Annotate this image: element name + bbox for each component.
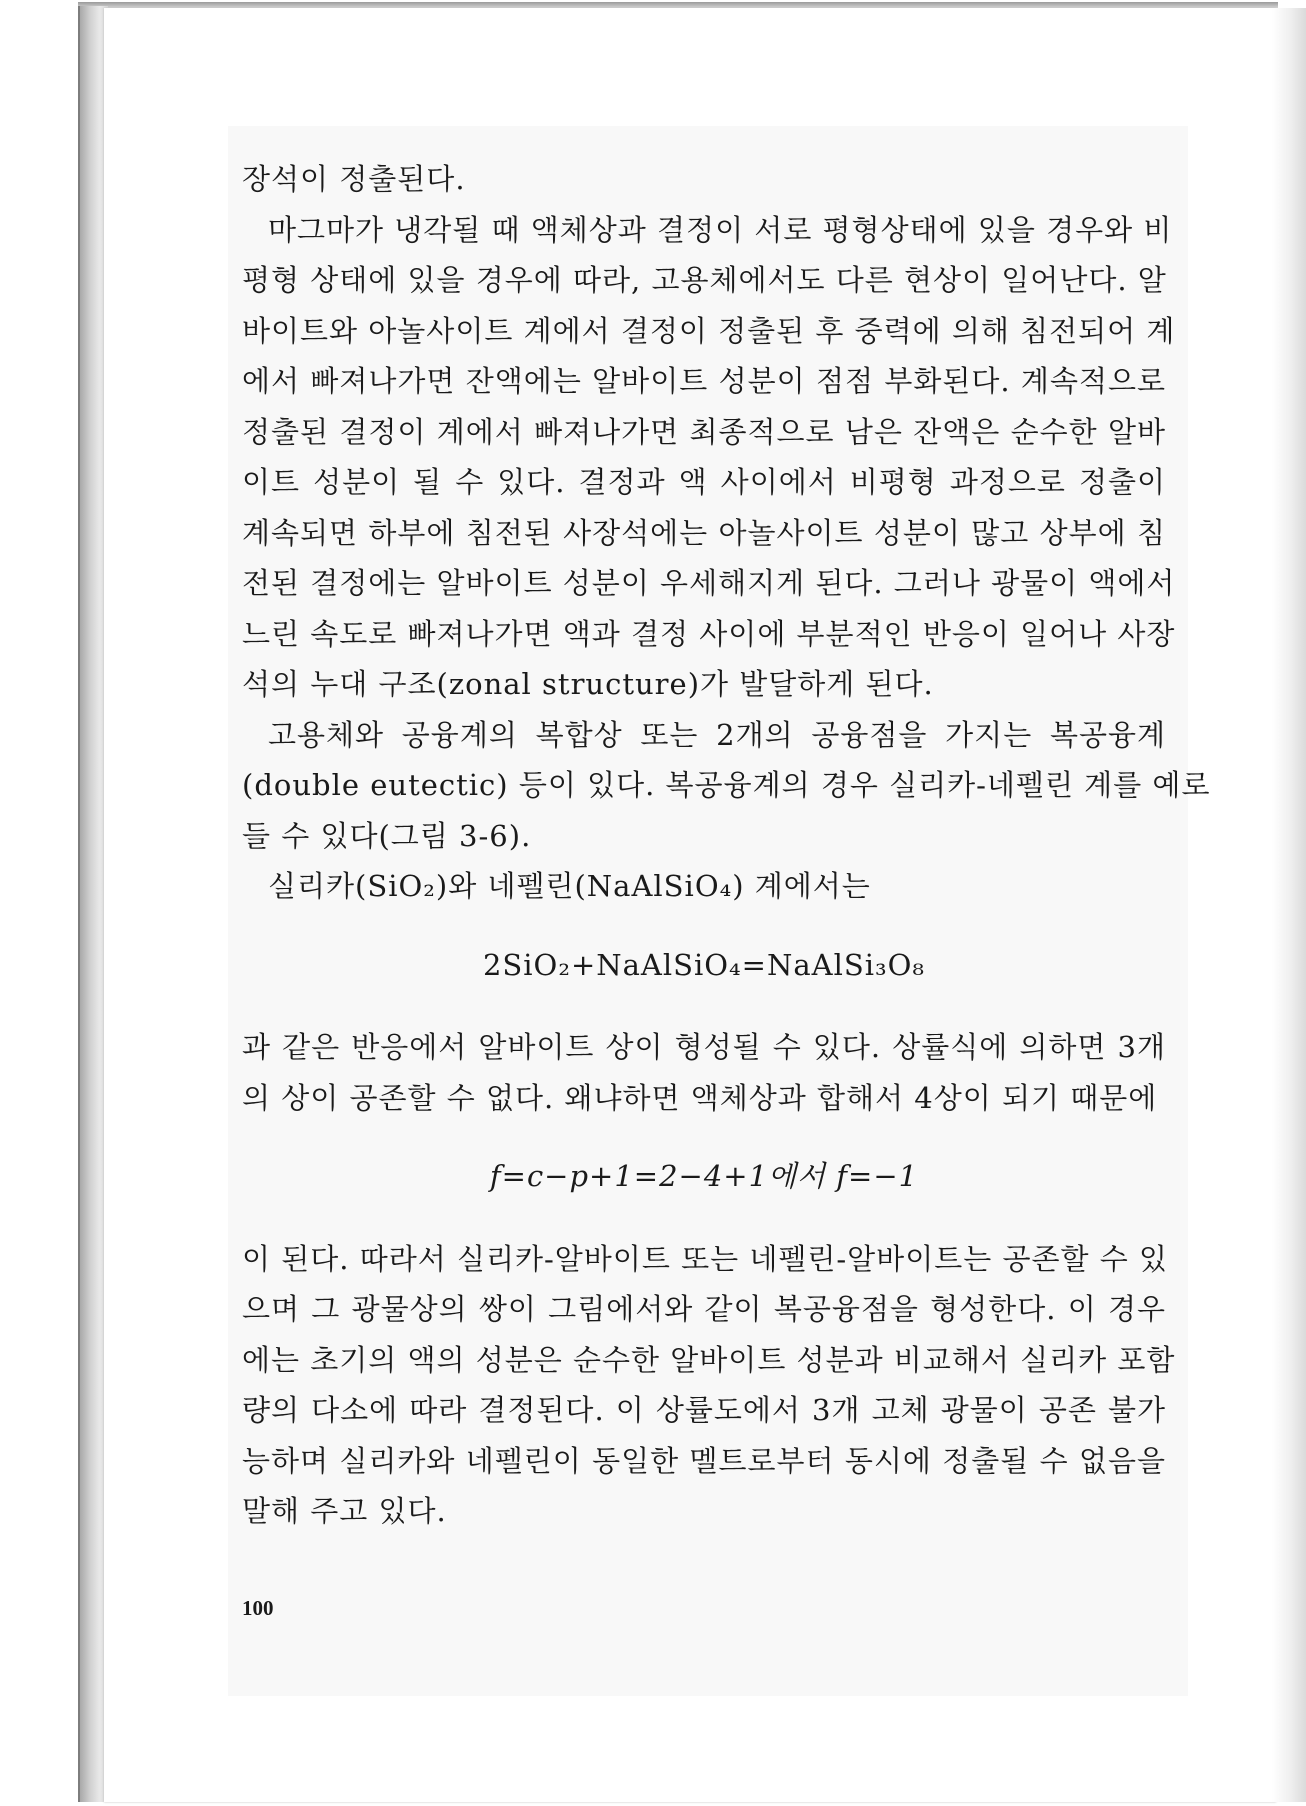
text-line: 장석이 정출된다. [242,162,466,196]
text-line: 이트 성분이 될 수 있다. 결정과 액 사이에서 비평형 과정으로 정출이 [242,465,1166,499]
text-line: 평형 상태에 있을 경우에 따라, 고용체에서도 다른 현상이 일어난다. 알 [242,263,1167,297]
text-line: 이 된다. 따라서 실리카-알바이트 또는 네펠린-알바이트는 공존할 수 있 [242,1241,1168,1276]
equation-reaction: 2SiO₂+NaAlSiO₄=NaAlSi₃O₈ [482,947,926,982]
page-curl-shadow [1272,8,1306,1802]
text-line: 느린 속도로 빠져나가면 액과 결정 사이에 부분적인 반응이 일어나 사장 [242,616,1176,651]
text-line: 정출된 결정이 계에서 빠져나가면 최종적으로 남은 잔액은 순수한 알바 [242,414,1166,449]
text-line: (double eutectic) 등이 있다. 복공융계의 경우 실리카-네펠린 계를 예로 [242,768,1211,802]
text-line: 말해 주고 있다. [242,1494,447,1528]
text-line: 능하며 실리카와 네펠린이 동일한 멜트로부터 동시에 정출될 수 없음을 [242,1443,1166,1478]
text-line: 에는 초기의 액의 성분은 순수한 알바이트 성분과 비교해서 실리카 포함 [242,1342,1176,1377]
text-line: 고용체와 공융계의 복합상 또는 2개의 공융점을 가지는 복공융계 [268,717,1166,752]
text-line: 량의 다소에 따라 결정된다. 이 상률도에서 3개 고체 광물이 공존 불가 [242,1393,1166,1427]
text-line: 마그마가 냉각될 때 액체상과 결정이 서로 평형상태에 있을 경우와 비 [268,212,1173,247]
text-line: 바이트와 아놀사이트 계에서 결정이 정출된 후 중력에 의해 침전되어 계 [242,313,1176,348]
text-line: 실리카(SiO₂)와 네펠린(NaAlSiO₄) 계에서는 [268,869,871,903]
equation-phase-rule: f=c−p+1=2−4+1에서 f=−1 [489,1159,919,1193]
text-line: 의 상이 공존할 수 없다. 왜냐하면 액체상과 합해서 4상이 되기 때문에 [242,1080,1158,1115]
text-line: 에서 빠져나가면 잔액에는 알바이트 성분이 점점 부화된다. 계속적으로 [242,364,1166,398]
text-line: 전된 결정에는 알바이트 성분이 우세해지게 된다. 그러나 광물이 액에서 [242,566,1176,600]
text-line: 과 같은 반응에서 알바이트 상이 형성될 수 있다. 상률식에 의하면 3개 [242,1030,1166,1064]
page-number: 100 [242,1596,274,1620]
page-body [242,154,1211,1537]
text-line: 으며 그 광물상의 쌍이 그림에서와 같이 복공융점을 형성한다. 이 경우 [242,1292,1166,1326]
text-line: 들 수 있다(그림 3-6). [242,818,532,853]
text-line: 석의 누대 구조(zonal structure)가 발달하게 된다. [242,667,934,701]
text-line: 계속되면 하부에 침전된 사장석에는 아놀사이트 성분이 많고 상부에 침 [242,515,1166,550]
